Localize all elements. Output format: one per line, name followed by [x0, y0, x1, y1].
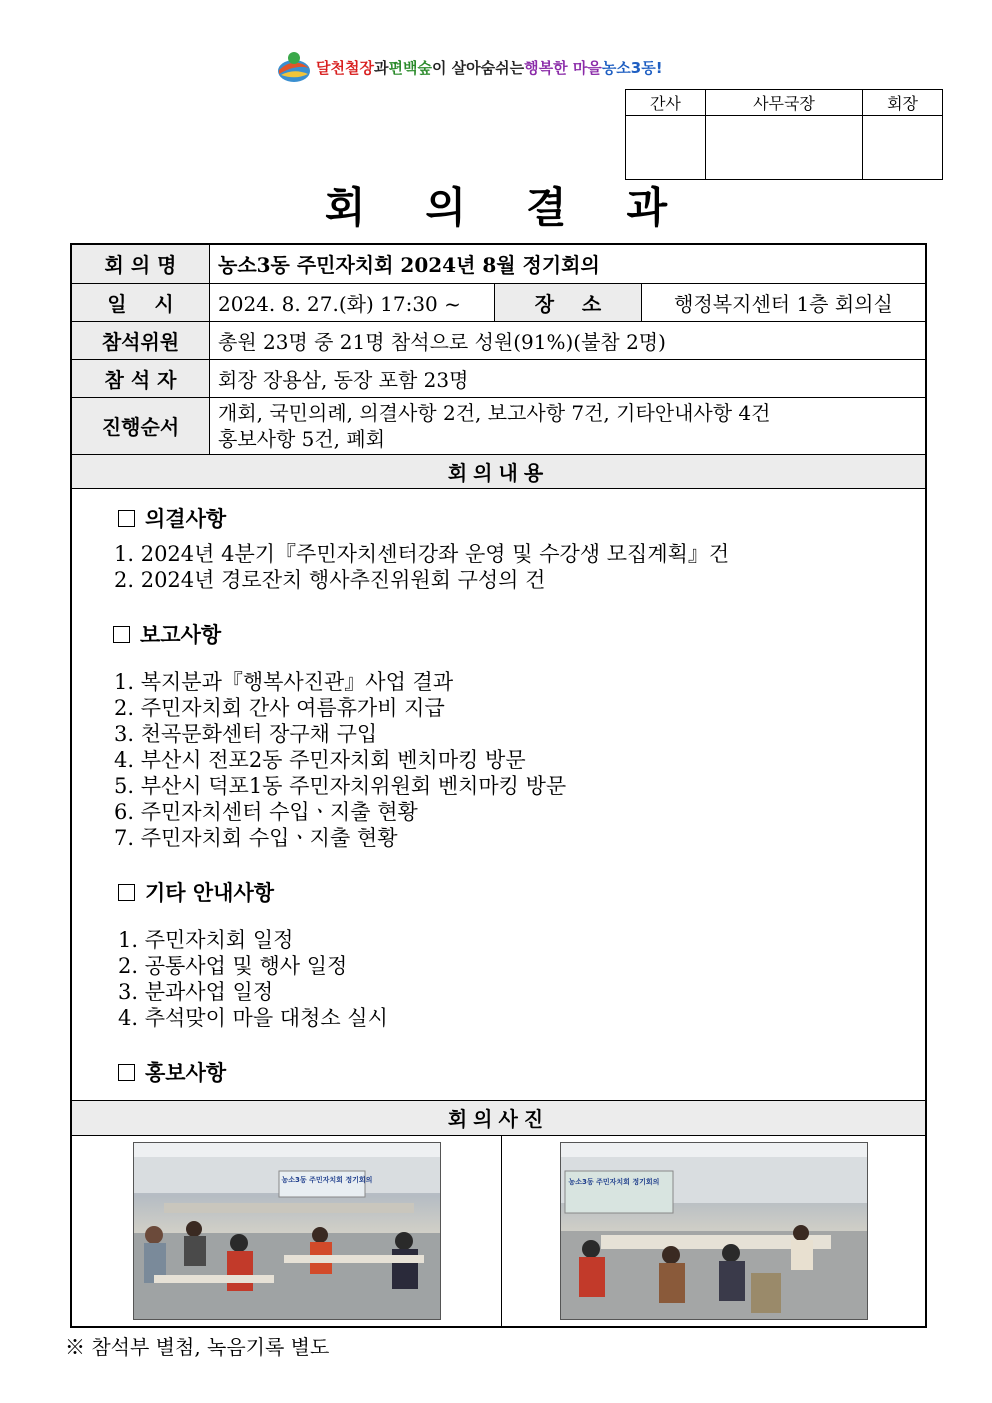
- reports-heading: 보고사항: [113, 619, 966, 649]
- approval-table: [625, 89, 943, 180]
- order-line: 홍보사항 5건, 폐회: [218, 426, 386, 451]
- resolutions-heading: 의결사항: [118, 503, 971, 533]
- meeting-place-label: 장 소: [495, 283, 642, 321]
- reports-list: [114, 669, 925, 851]
- photo-banner: 농소3동 주민자치회 정기회의: [568, 1177, 660, 1186]
- meeting-content: [72, 489, 925, 1087]
- list-item: 5. 부산시 덕포1동 주민자치위원회 벤치마킹 방문: [114, 773, 567, 798]
- photo-cell: [502, 1136, 925, 1326]
- list-item: 1. 복지분과『행복사진관』사업 결과: [114, 669, 454, 694]
- list-item: 6. 주민자치센터 수입ㆍ지출 현황: [114, 799, 418, 824]
- page-title: 회의결과: [324, 183, 728, 232]
- slogan-part: 편백숲: [388, 58, 432, 77]
- list-item: 4. 추석맞이 마을 대청소 실시: [118, 1005, 388, 1030]
- approval-sign-secretary: [626, 116, 706, 180]
- slogan: [276, 48, 663, 86]
- attendees-value: 회장 장용삼, 동장 포함 23명: [210, 359, 927, 397]
- other-heading: 기타 안내사항: [118, 877, 971, 907]
- list-item: 3. 천곡문화센터 장구채 구입: [114, 721, 378, 746]
- members-value: 총원 23명 중 21명 참석으로 성원(91%)(불참 2명): [210, 321, 927, 359]
- approval-header-chair: 회장: [863, 90, 943, 116]
- meeting-place-value: 행정복지센터 1층 회의실: [642, 283, 927, 321]
- slogan-part: 이 살아숨쉬는: [431, 58, 525, 77]
- meeting-name-label: 회 의 명: [71, 244, 210, 283]
- meeting-table: [70, 243, 927, 1328]
- list-item: 2. 주민자치회 간사 여름휴가비 지급: [114, 695, 445, 720]
- slogan-part: 과: [373, 58, 389, 77]
- meeting-date-label: 일 시: [71, 283, 210, 321]
- list-item: 7. 주민자치회 수입ㆍ지출 현황: [114, 825, 398, 850]
- list-item: 1. 주민자치회 일정: [118, 927, 294, 952]
- list-item: 2. 공통사업 및 행사 일정: [118, 953, 348, 978]
- list-item: 1. 2024년 4분기『주민자치센터강좌 운영 및 수강생 모집계획』건: [114, 541, 730, 566]
- meeting-name-value: 농소3동 주민자치회 2024년 8월 정기회의: [210, 244, 927, 283]
- resolutions-list: [114, 541, 925, 593]
- slogan-part: 달천철장: [316, 58, 374, 77]
- photos-header: 회의사진: [71, 1100, 926, 1135]
- meeting-date-value: 2024. 8. 27.(화) 17:30 ~: [210, 283, 495, 321]
- checkbox-icon: [118, 510, 135, 527]
- slogan-part: 행복한 마을: [524, 58, 602, 77]
- photo-banner: 농소3동 주민자치회 정기회의: [281, 1175, 373, 1184]
- meeting-photo-1: [133, 1142, 441, 1320]
- approval-sign-director: [705, 116, 862, 180]
- order-label: 진행순서: [71, 397, 210, 454]
- photo-cell: [72, 1136, 502, 1326]
- approval-header-secretary: 간사: [626, 90, 706, 116]
- content-header: 회의내용: [71, 454, 926, 488]
- list-item: 3. 분과사업 일정: [118, 979, 274, 1004]
- slogan-part: 농소3동!: [601, 58, 663, 77]
- list-item: 2. 2024년 경로잔치 행사추진위원회 구성의 건: [114, 567, 546, 592]
- promo-heading: 홍보사항: [118, 1057, 971, 1087]
- order-line: 개회, 국민의례, 의결사항 2건, 보고사항 7건, 기타안내사항 4건: [218, 400, 771, 425]
- approval-sign-chair: [863, 116, 943, 180]
- checkbox-icon: [113, 626, 130, 643]
- village-logo-icon: [276, 50, 312, 84]
- attendees-label: 참 석 자: [71, 359, 210, 397]
- members-label: 참석위원: [71, 321, 210, 359]
- checkbox-icon: [118, 884, 135, 901]
- checkbox-icon: [118, 1064, 135, 1081]
- other-list: [118, 927, 925, 1031]
- footnote: ※ 참석부 별첨, 녹음기록 별도: [65, 1335, 330, 1359]
- meeting-photo-2: [560, 1142, 868, 1320]
- list-item: 4. 부산시 전포2동 주민자치회 벤치마킹 방문: [114, 747, 526, 772]
- approval-header-director: 사무국장: [705, 90, 862, 116]
